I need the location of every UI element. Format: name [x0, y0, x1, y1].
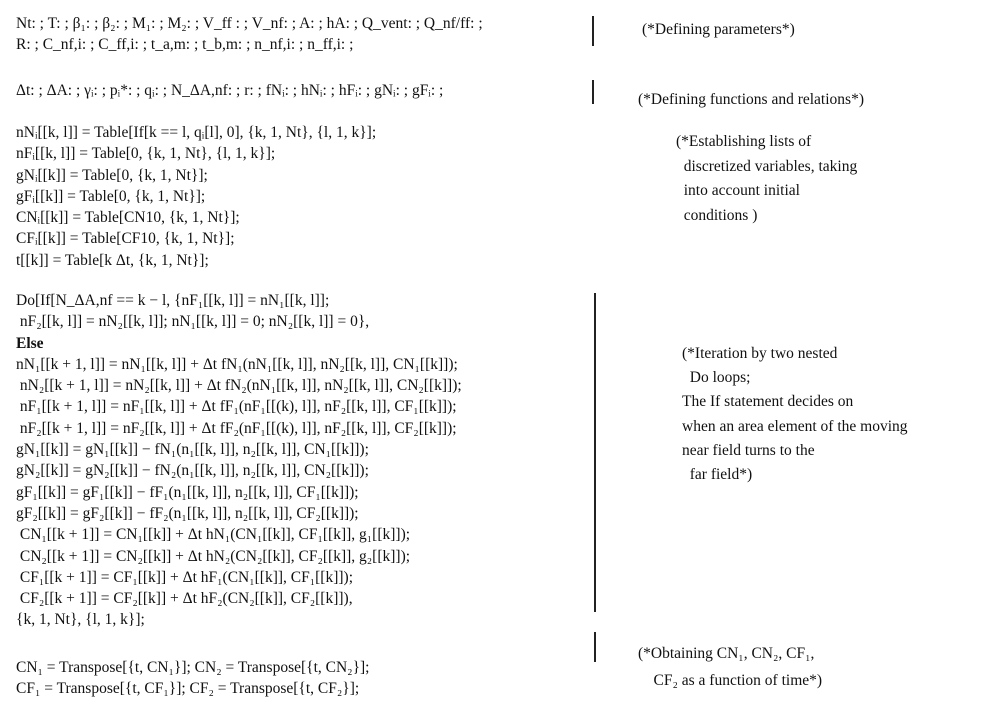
code-line: nN₂[[k + 1, l]] = nN₂[[k, l]] + Δt fN₂(nN₁[[k, l]], nN₂[[k, l]], CN₂[[k]]); [16, 377, 462, 395]
code-line: nFᵢ[[k, l]] = Table[0, {k, 1, Nt}, {l, 1, k}]; [16, 145, 276, 163]
comment-line: (*Defining functions and relations*) [638, 91, 864, 108]
comment-line: near field turns to the [682, 441, 815, 459]
code-line: CF₁ = Transpose[{t, CF₁}]; CF₂ = Transpose[{t, CF₂}]; [16, 680, 360, 698]
code-line: R: ; C_nf,i: ; C_ff,i: ; t_a,m: ; t_b,m: ; n_nf,i: ; n_ff,i: ; [16, 36, 354, 54]
code-line: nF₂[[k, l]] = nN₂[[k, l]]; nN₁[[k, l]] = 0; nN₂[[k, l]] = 0}, [16, 313, 370, 331]
comment-line: (*Obtaining CN₁, CN₂, CF₁, [638, 645, 815, 662]
comment-line: conditions ) [676, 206, 758, 224]
code-block-iteration [16, 290, 462, 631]
comment-functions [638, 88, 864, 112]
code-line: gF₂[[k]] = gF₂[[k]] − fF₂(n₁[[k, l]], n₂[[k, l]], CF₂[[k]]); [16, 504, 359, 522]
code-line: gNᵢ[[k]] = Table[0, {k, 1, Nt}]; [16, 166, 208, 184]
code-block-results [16, 657, 370, 700]
comment-line: (*Establishing lists of [676, 133, 812, 150]
code-line: CN₂[[k + 1]] = CN₂[[k]] + Δt hN₂(CN₂[[k]], CF₂[[k]], g₂[[k]]); [16, 547, 411, 565]
code-block-parameters [16, 13, 483, 56]
code-line: gFᵢ[[k]] = Table[0, {k, 1, Nt}]; [16, 187, 206, 205]
comment-line: Do loops; [682, 369, 751, 387]
comment-line: discretized variables, taking [676, 157, 858, 175]
code-line: Δt: ; ΔA: ; γᵢ: ; pᵢ*: ; qᵢ: ; N_ΔA,nf: ; r: ; fNᵢ: ; hNᵢ: ; hFᵢ: ; gNᵢ: ; gFᵢ: ; [16, 82, 444, 99]
comment-line: into account initial [676, 182, 800, 200]
code-block-functions [16, 80, 443, 101]
code-line: gN₂[[k]] = gN₂[[k]] − fN₂(n₁[[k, l]], n₂[[k, l]], CN₂[[k]]); [16, 462, 369, 480]
comment-parameters [642, 18, 795, 42]
section-divider [594, 632, 596, 662]
code-line: gN₁[[k]] = gN₁[[k]] − fN₁(n₁[[k, l]], n₂[[k, l]], CN₁[[k]]); [16, 441, 369, 459]
code-line: nF₂[[k + 1, l]] = nF₂[[k, l]] + Δt fF₂(nF₁[[(k), l]], nF₂[[k, l]], CF₂[[k]]); [16, 419, 457, 437]
else-keyword: Else [16, 334, 44, 352]
comment-iteration [682, 342, 908, 487]
comment-line: (*Defining parameters*) [642, 21, 795, 38]
section-divider [592, 16, 594, 46]
code-line: CF₂[[k + 1]] = CF₂[[k]] + Δt hF₂(CN₂[[k]], CF₂[[k]]), [16, 590, 353, 608]
code-line: gF₁[[k]] = gF₁[[k]] − fF₁(n₁[[k, l]], n₂[[k, l]], CF₁[[k]]); [16, 483, 359, 501]
section-divider [592, 80, 594, 104]
code-line: CF₁[[k + 1]] = CF₁[[k]] + Δt hF₁(CN₁[[k]], CF₁[[k]]); [16, 568, 354, 586]
comment-line: (*Iteration by two nested [682, 345, 838, 362]
code-block-lists [16, 122, 376, 271]
comment-line: far field*) [682, 466, 753, 484]
comment-line: when an area element of the moving [682, 417, 908, 435]
code-line: CN₁[[k + 1]] = CN₁[[k]] + Δt hN₁(CN₁[[k]], CF₁[[k]], g₁[[k]]); [16, 526, 411, 544]
code-line: Do[If[N_ΔA,nf == k − l, {nF₁[[k, l]] = nN₁[[k, l]]; [16, 292, 330, 309]
code-line: CN₁ = Transpose[{t, CN₁}]; CN₂ = Transpose[{t, CN₂}]; [16, 659, 370, 676]
code-line: t[[k]] = Table[k Δt, {k, 1, Nt}]; [16, 251, 209, 269]
comment-results [638, 640, 822, 694]
comment-lists [676, 130, 857, 228]
code-line: nN₁[[k + 1, l]] = nN₁[[k, l]] + Δt fN₁(nN₁[[k, l]], nN₂[[k, l]], CN₁[[k]]); [16, 355, 458, 373]
code-line: nNᵢ[[k, l]] = Table[If[k == l, qᵢ[l], 0], {k, 1, Nt}, {l, 1, k}]; [16, 124, 377, 141]
code-line: CNᵢ[[k]] = Table[CN10, {k, 1, Nt}]; [16, 209, 240, 227]
code-line: nF₁[[k + 1, l]] = nF₁[[k, l]] + Δt fF₁(nF₁[[(k), l]], nF₂[[k, l]], CF₁[[k]]); [16, 398, 457, 416]
code-line: CFᵢ[[k]] = Table[CF10, {k, 1, Nt}]; [16, 230, 235, 248]
code-line: Nt: ; T: ; β₁: ; β₂: ; M₁: ; M₂: ; V_ff : ; V_nf: ; A: ; hA: ; Q_vent: ; Q_nf/ff: ; [16, 15, 483, 32]
comment-line: The If statement decides on [682, 393, 854, 411]
code-line: {k, 1, Nt}, {l, 1, k}]; [16, 611, 145, 629]
comment-line: CF₂ as a function of time*) [638, 672, 823, 689]
section-divider [594, 293, 596, 612]
